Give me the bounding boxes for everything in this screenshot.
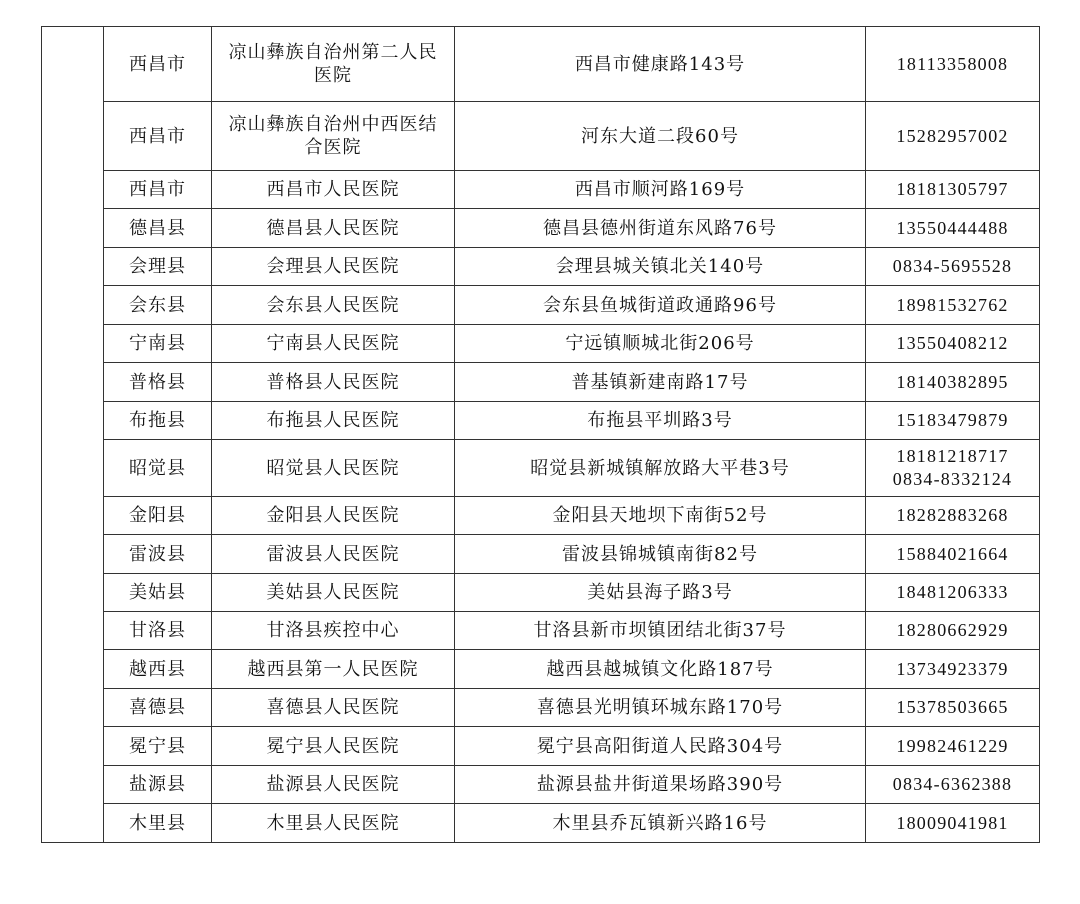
address-cell: 昭觉县新城镇解放路大平巷3号 bbox=[455, 440, 866, 497]
phone-number: 18009041981 bbox=[896, 812, 1009, 833]
phone-number: 0834-5695528 bbox=[892, 256, 1013, 276]
phone-number: 19982461229 bbox=[896, 735, 1009, 756]
phone-number: 18140382895 bbox=[896, 371, 1009, 392]
phone-cell bbox=[866, 27, 1040, 102]
table-row bbox=[42, 248, 1040, 286]
address-cell: 会理县城关镇北关140号 bbox=[455, 248, 866, 286]
phone-cell bbox=[866, 102, 1040, 171]
address-cell: 越西县越城镇文化路187号 bbox=[455, 650, 866, 689]
county-cell: 金阳县 bbox=[104, 497, 212, 535]
table-row bbox=[42, 402, 1040, 440]
table-row bbox=[42, 102, 1040, 171]
address-cell: 甘洛县新市坝镇团结北街37号 bbox=[455, 612, 866, 650]
phone-number: 18481206333 bbox=[896, 582, 1009, 602]
hospital-cell: 雷波县人民医院 bbox=[212, 535, 455, 574]
phone-cell bbox=[866, 535, 1040, 574]
hospital-cell: 喜德县人民医院 bbox=[212, 689, 455, 727]
phone-cell bbox=[866, 209, 1040, 248]
table-row bbox=[42, 612, 1040, 650]
hospital-cell: 美姑县人民医院 bbox=[212, 574, 455, 612]
address-cell: 布拖县平圳路3号 bbox=[455, 402, 866, 440]
address-cell: 宁远镇顺城北街206号 bbox=[455, 325, 866, 363]
phone-cell bbox=[866, 325, 1040, 363]
phone-number: 18981532762 bbox=[896, 294, 1009, 315]
address-cell: 会东县鱼城街道政通路96号 bbox=[455, 286, 866, 325]
phone-number: 15378503665 bbox=[896, 697, 1009, 717]
phone-number: 18181218717 bbox=[896, 446, 1009, 466]
county-cell: 昭觉县 bbox=[104, 440, 212, 497]
phone-number: 13550444488 bbox=[896, 217, 1009, 238]
phone-cell bbox=[866, 689, 1040, 727]
table-row bbox=[42, 325, 1040, 363]
address-cell: 西昌市顺河路169号 bbox=[455, 171, 866, 209]
table-row bbox=[42, 727, 1040, 766]
table-row bbox=[42, 650, 1040, 689]
county-cell: 西昌市 bbox=[104, 102, 212, 171]
county-cell: 木里县 bbox=[104, 804, 212, 843]
table-row bbox=[42, 171, 1040, 209]
county-cell: 普格县 bbox=[104, 363, 212, 402]
county-cell: 德昌县 bbox=[104, 209, 212, 248]
phone-cell bbox=[866, 440, 1040, 497]
table-row bbox=[42, 497, 1040, 535]
table-row bbox=[42, 27, 1040, 102]
county-cell: 西昌市 bbox=[104, 171, 212, 209]
hospital-cell: 金阳县人民医院 bbox=[212, 497, 455, 535]
phone-number: 18181305797 bbox=[896, 179, 1009, 199]
hospital-cell: 凉山彝族自治州中西医结合医院 bbox=[212, 102, 455, 171]
phone-cell bbox=[866, 497, 1040, 535]
table-body bbox=[42, 27, 1040, 843]
phone-number: 18280662929 bbox=[896, 620, 1009, 640]
hospital-cell: 会东县人民医院 bbox=[212, 286, 455, 325]
county-cell: 会理县 bbox=[104, 248, 212, 286]
county-cell: 会东县 bbox=[104, 286, 212, 325]
phone-number: 13550408212 bbox=[896, 333, 1009, 353]
address-cell: 木里县乔瓦镇新兴路16号 bbox=[455, 804, 866, 843]
phone-cell bbox=[866, 766, 1040, 804]
phone-cell bbox=[866, 402, 1040, 440]
phone-number: 0834-6362388 bbox=[892, 774, 1013, 794]
table-row bbox=[42, 286, 1040, 325]
table-row bbox=[42, 766, 1040, 804]
phone-cell bbox=[866, 248, 1040, 286]
phone-cell bbox=[866, 574, 1040, 612]
phone-number: 15282957002 bbox=[896, 125, 1009, 146]
address-cell: 冕宁县高阳街道人民路304号 bbox=[455, 727, 866, 766]
table-row bbox=[42, 363, 1040, 402]
county-cell: 布拖县 bbox=[104, 402, 212, 440]
address-cell: 西昌市健康路143号 bbox=[455, 27, 866, 102]
county-cell: 美姑县 bbox=[104, 574, 212, 612]
table-row bbox=[42, 574, 1040, 612]
hospital-cell: 甘洛县疾控中心 bbox=[212, 612, 455, 650]
hospital-cell: 盐源县人民医院 bbox=[212, 766, 455, 804]
hospital-cell: 昭觉县人民医院 bbox=[212, 440, 455, 497]
hospital-cell: 德昌县人民医院 bbox=[212, 209, 455, 248]
address-cell: 喜德县光明镇环城东路170号 bbox=[455, 689, 866, 727]
address-cell: 德昌县德州街道东风路76号 bbox=[455, 209, 866, 248]
county-cell: 冕宁县 bbox=[104, 727, 212, 766]
hospital-cell: 凉山彝族自治州第二人民医院 bbox=[212, 27, 455, 102]
hospital-cell: 普格县人民医院 bbox=[212, 363, 455, 402]
county-cell: 雷波县 bbox=[104, 535, 212, 574]
county-cell: 甘洛县 bbox=[104, 612, 212, 650]
hospital-cell: 会理县人民医院 bbox=[212, 248, 455, 286]
county-cell: 喜德县 bbox=[104, 689, 212, 727]
phone-cell bbox=[866, 286, 1040, 325]
county-cell: 宁南县 bbox=[104, 325, 212, 363]
phone-cell bbox=[866, 363, 1040, 402]
phone-cell bbox=[866, 650, 1040, 689]
hospital-cell: 布拖县人民医院 bbox=[212, 402, 455, 440]
county-cell: 越西县 bbox=[104, 650, 212, 689]
table-row bbox=[42, 535, 1040, 574]
county-cell: 西昌市 bbox=[104, 27, 212, 102]
table-row bbox=[42, 689, 1040, 727]
phone-number: 13734923379 bbox=[896, 658, 1009, 679]
phone-number: 15884021664 bbox=[896, 543, 1009, 564]
merged-category-cell bbox=[42, 27, 104, 843]
address-cell: 普基镇新建南路17号 bbox=[455, 363, 866, 402]
address-cell: 河东大道二段60号 bbox=[455, 102, 866, 171]
hospital-cell: 越西县第一人民医院 bbox=[212, 650, 455, 689]
hospital-cell: 冕宁县人民医院 bbox=[212, 727, 455, 766]
address-cell: 盐源县盐井街道果场路390号 bbox=[455, 766, 866, 804]
phone-number: 18113358008 bbox=[896, 53, 1009, 74]
phone-cell bbox=[866, 804, 1040, 843]
phone-cell bbox=[866, 612, 1040, 650]
hospital-cell: 西昌市人民医院 bbox=[212, 171, 455, 209]
hospital-table bbox=[41, 26, 1040, 843]
hospital-cell: 木里县人民医院 bbox=[212, 804, 455, 843]
phone-cell bbox=[866, 171, 1040, 209]
table-row bbox=[42, 804, 1040, 843]
table-row bbox=[42, 440, 1040, 497]
table-row bbox=[42, 209, 1040, 248]
phone-number: 15183479879 bbox=[896, 410, 1009, 430]
county-cell: 盐源县 bbox=[104, 766, 212, 804]
hospital-directory bbox=[41, 26, 1039, 840]
address-cell: 雷波县锦城镇南街82号 bbox=[455, 535, 866, 574]
hospital-cell: 宁南县人民医院 bbox=[212, 325, 455, 363]
phone-number: 18282883268 bbox=[896, 505, 1009, 525]
phone-cell bbox=[866, 727, 1040, 766]
address-cell: 美姑县海子路3号 bbox=[455, 574, 866, 612]
phone-number: 0834-8332124 bbox=[892, 469, 1013, 489]
address-cell: 金阳县天地坝下南街52号 bbox=[455, 497, 866, 535]
